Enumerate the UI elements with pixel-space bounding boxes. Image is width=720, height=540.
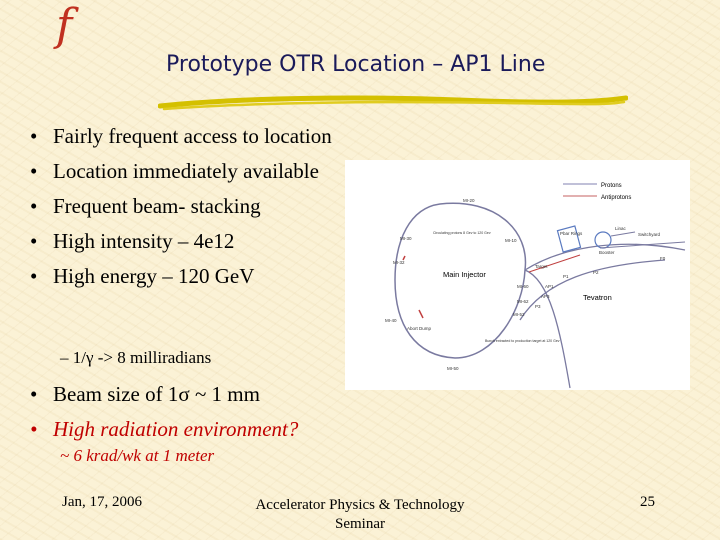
main-injector-label: Main Injector [443,270,486,279]
bullet-item: • Frequent beam- stacking [28,190,348,222]
tevatron-label: Tevatron [583,293,612,302]
svg-text:Linac: Linac [615,226,626,231]
bullet-item: • Fairly frequent access to location [28,120,348,152]
svg-text:Circulating protons 8 Gev to 1: Circulating protons 8 Gev to 120 Gev [433,231,491,235]
beamline-diagram [345,160,690,390]
svg-text:MI-52: MI-52 [513,312,525,317]
title-underline [158,92,628,114]
svg-text:F0: F0 [660,256,666,261]
svg-text:AP1: AP1 [545,284,554,289]
logo-mark: f [56,0,73,51]
page-number: 25 [640,494,655,510]
svg-text:P1: P1 [563,274,569,279]
svg-text:P3: P3 [535,304,541,309]
svg-text:Booster: Booster [599,250,615,255]
svg-text:MI-50: MI-50 [447,366,459,371]
radiation-note: ~ 6 krad/wk at 1 meter [60,446,215,465]
svg-text:Target: Target [535,264,548,269]
legend-protons: Protons [601,183,622,189]
footer-date: Jan, 17, 2006 [62,494,142,510]
svg-text:AP3: AP3 [541,294,550,299]
bullet-item: • Beam size of 1σ ~ 1 mm [28,378,388,410]
svg-text:Switchyard: Switchyard [638,232,661,237]
svg-text:MI-10: MI-10 [505,238,517,243]
svg-text:MI-40: MI-40 [385,318,397,323]
bullet-list [28,120,348,295]
bullet-item: • High energy – 120 GeV [28,260,348,292]
svg-text:Bunch extracted to production: Bunch extracted to production target at 120 Gev [485,339,560,343]
bullet-item: • High intensity – 4e12 [28,225,348,257]
svg-text:Abort Dump: Abort Dump [407,326,432,331]
svg-text:MI-62: MI-62 [517,299,529,304]
footer-event: Accelerator Physics & Technology Seminar [255,497,465,532]
svg-text:P2: P2 [593,270,599,275]
slide-title: Prototype OTR Location – AP1 Line [166,52,546,77]
svg-text:MI-30: MI-30 [400,236,412,241]
svg-text:MI-20: MI-20 [463,198,475,203]
bullet-item-highlight: • High radiation environment? [28,413,388,445]
bullet-item: • Location immediately available [28,155,348,187]
legend-antiprotons: Antiprotons [601,195,632,201]
svg-text:MI-32: MI-32 [393,260,405,265]
svg-text:MI-60: MI-60 [517,284,529,289]
svg-text:Pbar Rings: Pbar Rings [560,231,583,236]
bullet-list-2 [28,378,388,448]
sub-bullet: – 1/γ -> 8 milliradians [60,348,212,367]
